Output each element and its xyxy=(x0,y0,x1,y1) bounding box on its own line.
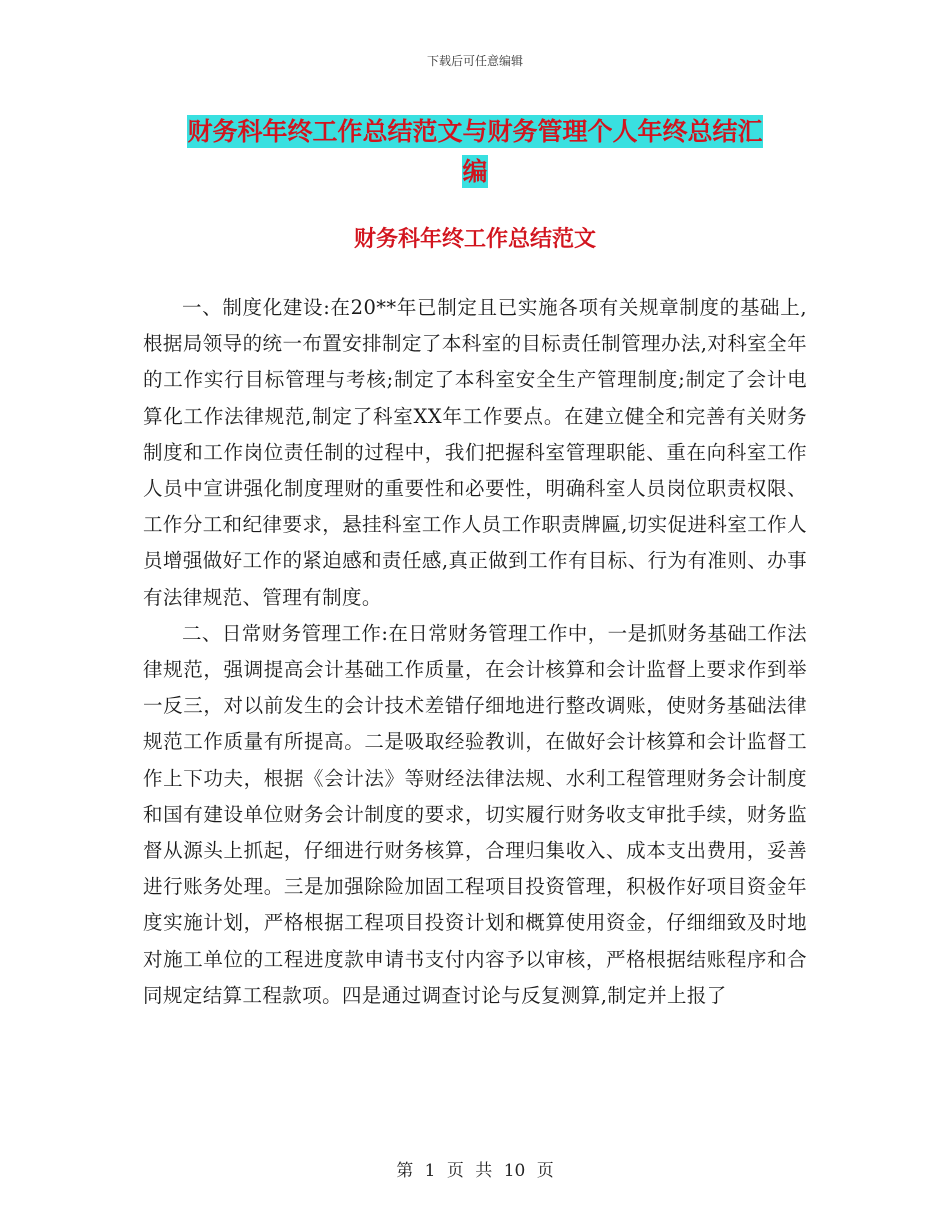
document-title-line2: 编 xyxy=(462,157,488,186)
paragraph-1: 一、制度化建设:在20**年已制定且已实施各项有关规章制度的基础上,根据局领导的统一布置安排制定了本科室的目标责任制管理办法,对科室全年的工作实行目标管理与考核;制定了本科室安全生产管理制度;制定了会计电算化工作法律规范,制定了科室XX年工作要点。在建立健全和完善有关财务制度和工作岗位责任制的过程中，我们把握科室管理职能、重在向科室工作人员中宣讲强化制度理财的重要性和必要性，明确科室人员岗位职责权限、工作分工和纪律要求，悬挂科室工作人员工作职责牌匾,切实促进科室工作人员增强做好工作的紧迫感和责任感,真正做到工作有目标、行为有准则、办事有法律规范、管理有制度。 xyxy=(143,296,807,609)
section-title: 财务科年终工作总结范文 xyxy=(353,227,596,252)
body-text xyxy=(143,290,807,1014)
document-title xyxy=(150,112,800,192)
paragraph-2: 二、日常财务管理工作:在日常财务管理工作中，一是抓财务基础工作法律规范，强调提高会计基础工作质量，在会计核算和会计监督上要求作到举一反三，对以前发生的会计技术差错仔细地进行整改调账，使财务基础法律规范工作质量有所提高。二是吸取经验教训，在做好会计核算和会计监督工作上下功夫，根据《会计法》等财经法律法规、水利工程管理财务会计制度和国有建设单位财务会计制度的要求，切实履行财务收支审批手续，财务监督从源头上抓起，仔细进行财务核算，合理归集收入、成本支出费用，妥善进行账务处理。三是加强除险加固工程项目投资管理，积极作好项目资金年度实施计划，严格根据工程项目投资计划和概算使用资金，仔细细致及时地对施工单位的工程进度款申请书支付内容予以审核，严格根据结账程序和合同规定结算工程款项。四是通过调查讨论与反复测算,制定并上报了 xyxy=(143,621,807,1007)
document-title-line1: 财务科年终工作总结范文与财务管理个人年终总结汇 xyxy=(187,117,763,146)
page-footer: 第 1 页 共 10 页 xyxy=(396,1161,554,1181)
header-note: 下载后可任意编辑 xyxy=(426,54,523,68)
